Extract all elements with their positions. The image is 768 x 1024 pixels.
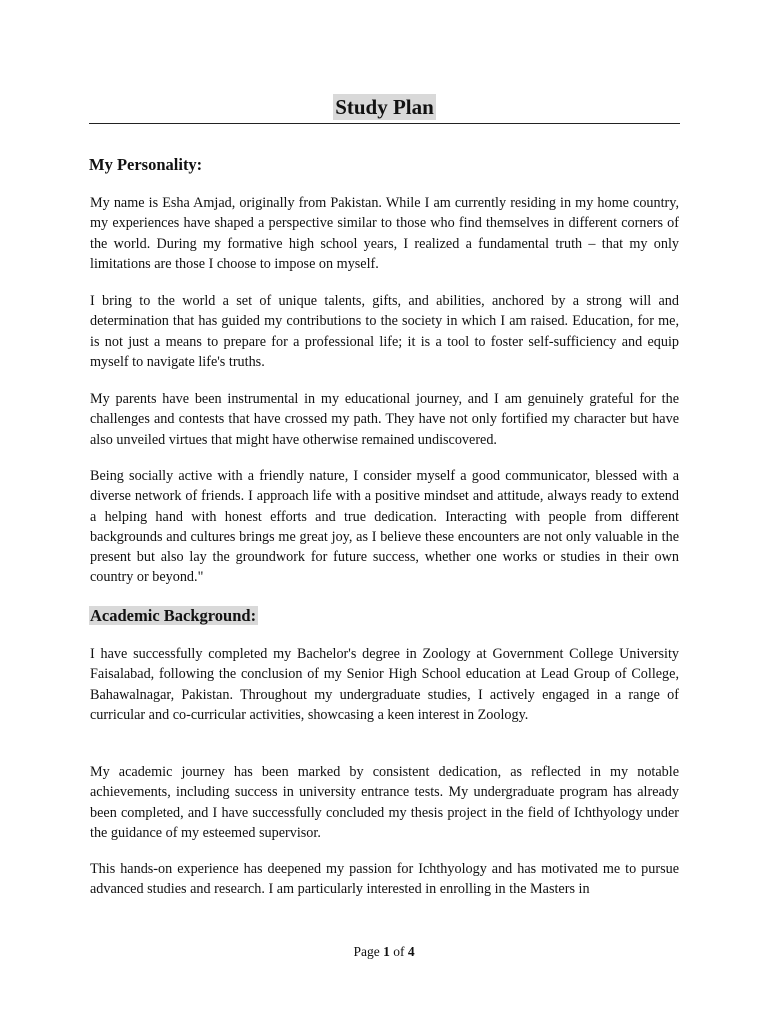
- paragraph: My name is Esha Amjad, originally from Pakistan. While I am currently residing in my home country, my experiences have shaped a perspective similar to those who find themselves in different corners of the world. During my formative high school years, I realized a fundamental truth – that my only limitations are those I choose to impose on myself.: [90, 195, 679, 272]
- page-number-current: 1: [383, 944, 390, 959]
- paragraph: My academic journey has been marked by consistent dedication, as reflected in my notable achievements, including success in university entrance tests. My undergraduate program has already been completed, and I have successfully concluded my thesis project in the field of Ichthyology under the guidance of my esteemed supervisor.: [90, 764, 679, 841]
- page-separator: of: [389, 944, 408, 959]
- paragraph: I bring to the world a set of unique talents, gifts, and abilities, anchored by a strong will and determination that has guided my contributions to the society in which I am raised. Education, for me, is not just a means to prepare for a professional life; it is a tool to foster self-sufficiency and equip myself to navigate life's truths.: [90, 293, 679, 370]
- page-footer: [0, 943, 768, 961]
- section-heading-personality: [89, 155, 202, 175]
- page-title: Study Plan: [335, 95, 434, 119]
- paragraph: Being socially active with a friendly nature, I consider myself a good communicator, blessed with a diverse network of friends. I approach life with a positive mindset and attitude, always ready to extend a helping hand with honest efforts and true dedication. Interacting with people from different backgrounds and cultures brings me great joy, as I believe these encounters are not only valuable in the present but also lay the groundwork for future success, whether one works or studies in their own country or beyond.": [90, 468, 679, 586]
- section-heading-academic: [89, 606, 258, 626]
- title-block: [89, 93, 680, 124]
- paragraph: This hands-on experience has deepened my passion for Ichthyology and has motivated me to pursue advanced studies and research. I am particularly interested in enrolling in the Masters in: [90, 861, 679, 898]
- paragraph: I have successfully completed my Bachelor's degree in Zoology at Government College University Faisalabad, following the conclusion of my Senior High School education at Lead Group of College, Bahawalnagar, Pakistan. Throughout my undergraduate studies, I actively engaged in a range of curricular and co-curricular activities, showcasing a keen interest in Zoology.: [90, 646, 679, 723]
- section-heading-text: My Personality:: [89, 155, 203, 174]
- page-label: Page: [353, 944, 384, 959]
- page-number-total: 4: [407, 944, 415, 959]
- paragraph: My parents have been instrumental in my educational journey, and I am genuinely grateful for the challenges and contests that have crossed my path. They have not only fortified my character but have also unveiled virtues that might have otherwise remained undiscovered.: [90, 391, 679, 448]
- section-heading-text: Academic Background:: [90, 606, 257, 625]
